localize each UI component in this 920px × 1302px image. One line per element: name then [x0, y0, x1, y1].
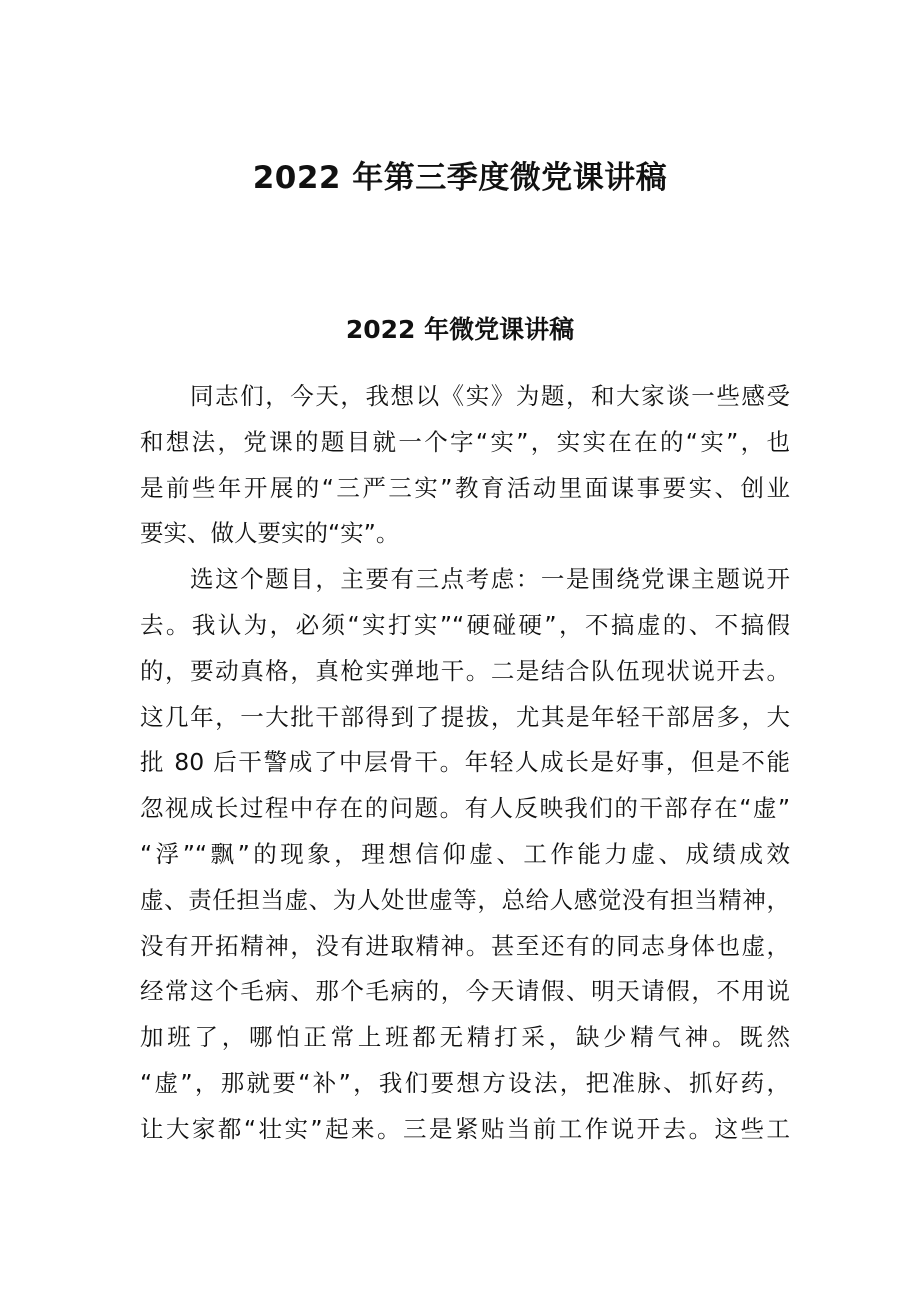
paragraph-1 — [140, 374, 790, 557]
text-line: 去。我认为，必须“实打实”“硬碰硬”，不搞虚的、不搞假 — [140, 610, 790, 639]
text-line: 选这个题目，主要有三点考虑：一是围绕党课主题说开 — [190, 565, 790, 594]
text-line: 加班了，哪怕正常上班都无精打采，缺少精气神。既然 — [140, 1023, 790, 1052]
document-title: 2022 年第三季度微党课讲稿 — [252, 160, 668, 196]
document-subtitle: 2022 年微党课讲稿 — [345, 315, 575, 344]
paragraph-2 — [140, 557, 790, 1152]
document-body — [140, 374, 790, 1153]
text-line: 和想法，党课的题目就一个字“实”，实实在在的“实”，也 — [140, 427, 790, 456]
text-line: 忽视成长过程中存在的问题。有人反映我们的干部存在“虚” — [140, 794, 790, 823]
text-line: 这几年，一大批干部得到了提拔，尤其是年轻干部居多，大 — [140, 702, 790, 731]
text-line: “虚”，那就要“补”，我们要想方设法，把准脉、抓好药， — [140, 1068, 790, 1097]
text-line: 虚、责任担当虚、为人处世虚等，总给人感觉没有担当精神， — [140, 885, 790, 914]
text-line: 批 80 后干警成了中层骨干。年轻人成长是好事，但是不能 — [140, 748, 790, 777]
text-line: 没有开拓精神，没有进取精神。甚至还有的同志身体也虚， — [140, 931, 790, 960]
text-line: 的，要动真格，真枪实弹地干。二是结合队伍现状说开去。 — [140, 656, 790, 685]
text-line: 经常这个毛病、那个毛病的，今天请假、明天请假，不用说 — [140, 977, 790, 1006]
text-line: 让大家都“壮实”起来。三是紧贴当前工作说开去。这些工 — [140, 1114, 790, 1143]
text-line: 同志们，今天，我想以《实》为题，和大家谈一些感受 — [190, 382, 790, 410]
text-line: “浮”“飘”的现象，理想信仰虚、工作能力虚、成绩成效 — [140, 839, 790, 868]
text-line: 是前些年开展的“三严三实”教育活动里面谋事要实、创业 — [140, 473, 790, 502]
text-line: 要实、做人要实的“实”。 — [140, 519, 400, 548]
